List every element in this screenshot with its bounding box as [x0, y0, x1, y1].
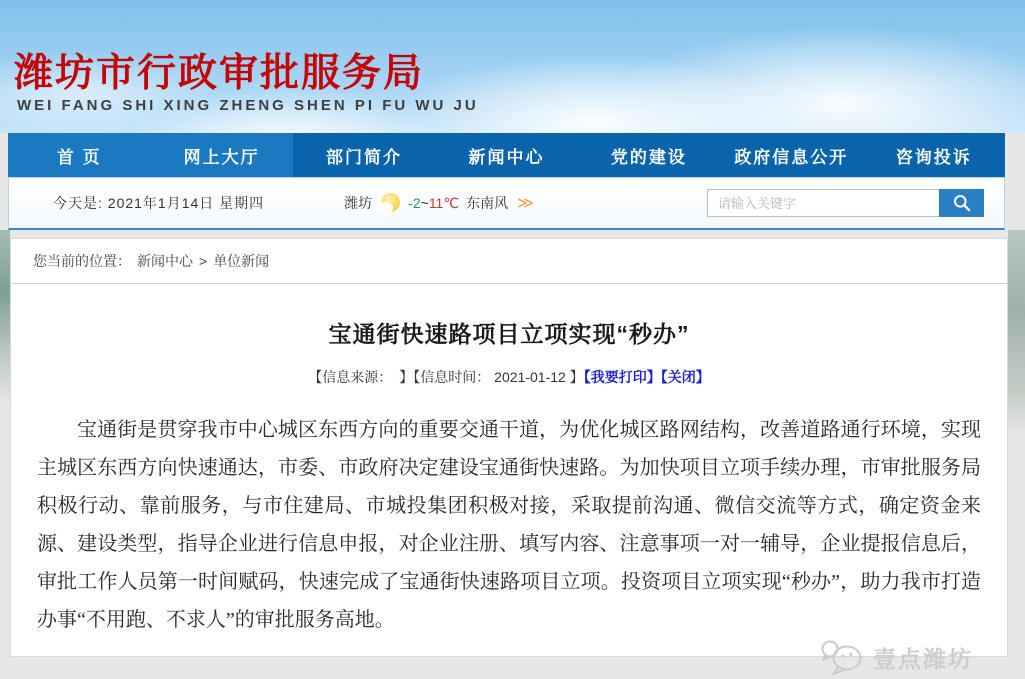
site-subtitle-pinyin: WEI FANG SHI XING ZHENG SHEN PI FU WU JU — [17, 97, 479, 114]
search-input[interactable] — [707, 189, 939, 217]
breadcrumb-separator: > — [199, 253, 208, 269]
weather-more-arrow-icon[interactable]: ≫ — [517, 195, 534, 212]
print-link[interactable]: 【我要打印】 — [583, 369, 661, 385]
search-button[interactable] — [939, 189, 984, 217]
article-title: 宝通街快速路项目立项实现“秒办” — [328, 321, 690, 347]
nav-item-party-building[interactable]: 党的建设 — [610, 147, 687, 167]
watermark-label: 壹点潍坊 — [873, 645, 973, 672]
nav-item-online-hall[interactable]: 网上大厅 — [150, 133, 292, 177]
temperature-high: 11℃ — [428, 194, 460, 211]
info-bar — [8, 177, 1005, 230]
breadcrumb-prefix: 您当前的位置： — [33, 253, 131, 269]
main-nav — [8, 133, 1005, 177]
meta-source: 【信息来源： 】 — [308, 369, 414, 385]
nav-item-home[interactable]: 首 页 — [8, 133, 150, 177]
search-icon — [952, 193, 972, 213]
chat-bubbles-face-icon — [819, 638, 865, 676]
background-photo-right — [1008, 230, 1025, 435]
wind-direction: 东南风 — [466, 195, 509, 211]
temperature-separator: ~ — [420, 194, 429, 211]
search-area — [707, 189, 984, 217]
sun-icon — [379, 193, 403, 213]
content-box — [10, 238, 1008, 672]
watermark — [819, 638, 973, 676]
weather-city: 潍坊 — [344, 195, 373, 211]
site-title: 潍坊市行政审批服务局 — [14, 52, 425, 95]
article-body: 宝通街是贯穿我市中心城区东西方向的重要交通干道，为优化城区路网结构，改善道路通行环境，实现主城区东西方向快速通达，市委、市政府决定建设宝通街快速路。为加快项目立项手续办理，市审批服务局积极行动、靠前服务，与市住建局、市城投集团积极对接，采取提前沟通、微信交流等方式，确定资金来源、建设类型，指导企业进行信息申报，对企业注册、填写内容、注意事项一对一辅导，企业提报信息后，审批工作人员第一时间赋码，快速完成了宝通街快速路项目立项。投资项目立项实现“秒办”，助力我市打造办事“不用跑、不求人”的审批服务高地。 — [37, 419, 981, 631]
breadcrumb — [11, 239, 1007, 284]
breadcrumb-link-news-center[interactable]: 新闻中心 — [137, 253, 193, 269]
temperature-low: -2 — [408, 194, 421, 211]
nav-item-consult-complaint[interactable]: 咨询投诉 — [895, 147, 972, 167]
nav-item-department-profile[interactable]: 部门简介 — [326, 147, 403, 167]
close-link[interactable]: 【关闭】 — [660, 369, 710, 385]
nav-item-news-center[interactable]: 新闻中心 — [468, 147, 545, 167]
article-meta — [11, 367, 1007, 387]
background-photo-left — [0, 230, 10, 405]
nav-item-gov-info-disclosure[interactable]: 政府信息公开 — [734, 147, 849, 167]
breadcrumb-link-unit-news[interactable]: 单位新闻 — [213, 253, 270, 269]
site-header — [0, 0, 1025, 133]
current-date: 今天是: 2021年1月14日 星期四 — [53, 195, 265, 211]
article — [11, 316, 1007, 679]
weather-widget — [344, 193, 534, 213]
meta-time: 【信息时间： 2021-01-12 】 — [413, 369, 584, 385]
